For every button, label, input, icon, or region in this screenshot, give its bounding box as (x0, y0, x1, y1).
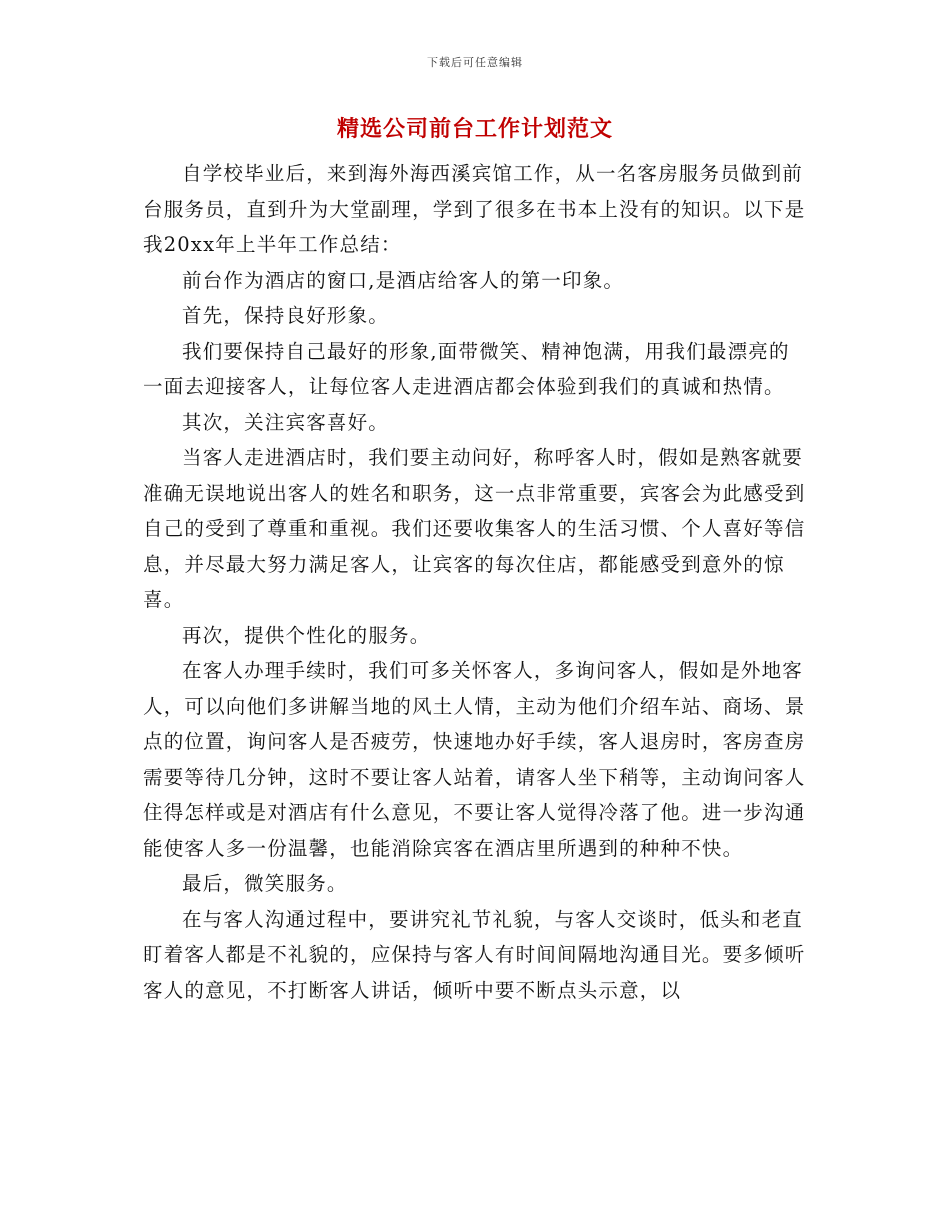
paragraph-intro: 自学校毕业后，来到海外海西溪宾馆工作，从一名客房服务员做到前台服务员，直到升为大堂副理，学到了很多在书本上没有的知识。以下是我20xx年上半年工作总结： (143, 162, 806, 256)
header-note: 下载后可任意编辑 (427, 56, 523, 69)
paragraph-front-desk: 前台作为酒店的窗口,是酒店给客人的第一印象。 (182, 268, 625, 292)
paragraph-smile: 在与客人沟通过程中，要讲究礼节礼貌，与客人交谈时，低头和老直盯着客人都是不礼貌的，应保持与客人有时间间隔地沟通目光。要多倾听客人的意见，不打断客人讲话，倾听中要不断点头示意，以 (143, 907, 806, 1002)
paragraph-preferences: 当客人走进酒店时，我们要主动问好，称呼客人时，假如是熟客就要准确无误地说出客人的姓名和职务，这一点非常重要，宾客会为此感受到自己的受到了尊重和重视。我们还要收集客人的生活习惯、个人喜好等信息，并尽最大努力满足客人，让宾客的每次住店，都能感受到意外的惊喜。 (143, 446, 806, 611)
document-title: 精选公司前台工作计划范文 (336, 116, 613, 142)
heading-second: 其次，关注宾客喜好。 (182, 410, 390, 434)
heading-first: 首先，保持良好形象。 (182, 304, 390, 327)
heading-third: 再次，提供个性化的服务。 (182, 623, 431, 647)
paragraph-personalized: 在客人办理手续时，我们可多关怀客人，多询问客人，假如是外地客人，可以向他们多讲解当地的风土人情，主动为他们介绍车站、商场、景点的位置，询问客人是否疲劳，快速地办好手续，客人退房时，客房查房需要等待几分钟，这时不要让客人站着，请客人坐下稍等，主动询问客人住得怎样或是对酒店有什么意见，不要让客人觉得冷落了他。进一步沟通能使客人多一份温馨，也能消除宾客在酒店里所遇到的种种不快。 (143, 659, 806, 860)
document-body (143, 156, 808, 1008)
paragraph-image: 我们要保持自己最好的形象,面带微笑、精神饱满，用我们最漂亮的一面去迎接客人，让每位客人走进酒店都会体验到我们的真诚和热情。 (143, 339, 790, 398)
heading-last: 最后，微笑服务。 (182, 872, 348, 895)
